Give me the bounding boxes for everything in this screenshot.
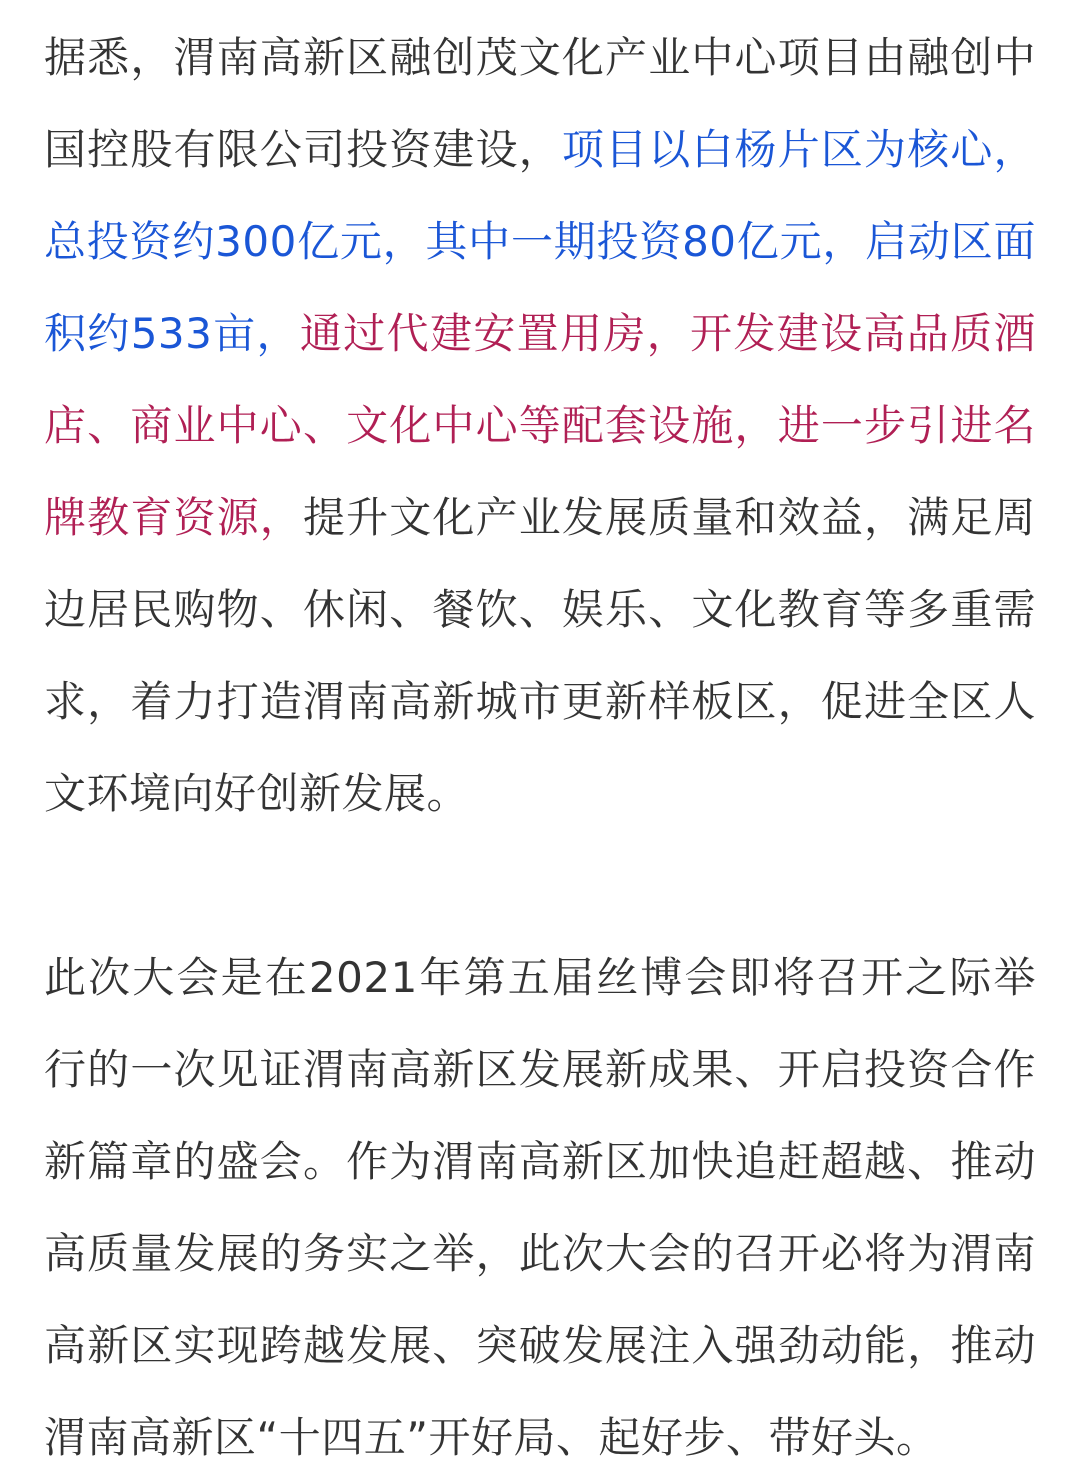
text-segment: 据悉，渭南高新区融创茂文化产业中心项目由融创中国控股有限公司投资建设， bbox=[44, 33, 1036, 174]
highlighted-investment-text: 项目以白杨片区为核心，总投资约300亿元，其中一期投资80亿元，启动区面积约533亩， bbox=[44, 125, 1036, 358]
text-segment: 提升文化产业发展质量和效益，满足周边居民购物、休闲、餐饮、娱乐、文化教育等多重需求，着力打造渭南高新城市更新样板区，促进全区人文环境向好创新发展。 bbox=[44, 493, 1036, 818]
paragraph-conference bbox=[44, 932, 1036, 1484]
highlighted-facilities-text: 通过代建安置用房，开发建设高品质酒店、商业中心、文化中心等配套设施，进一步引进名牌教育资源， bbox=[44, 309, 1036, 542]
article-body bbox=[44, 12, 1036, 1484]
paragraph-project-overview bbox=[44, 12, 1036, 840]
text-segment: 此次大会是在2021年第五届丝博会即将召开之际举行的一次见证渭南高新区发展新成果、开启投资合作新篇章的盛会。作为渭南高新区加快追赶超越、推动高质量发展的务实之举，此次大会的召开必将为渭南高新区实现跨越发展、突破发展注入强劲动能，推动渭南高新区“十四五”开好局、起好步、带好头。 bbox=[44, 953, 1036, 1462]
